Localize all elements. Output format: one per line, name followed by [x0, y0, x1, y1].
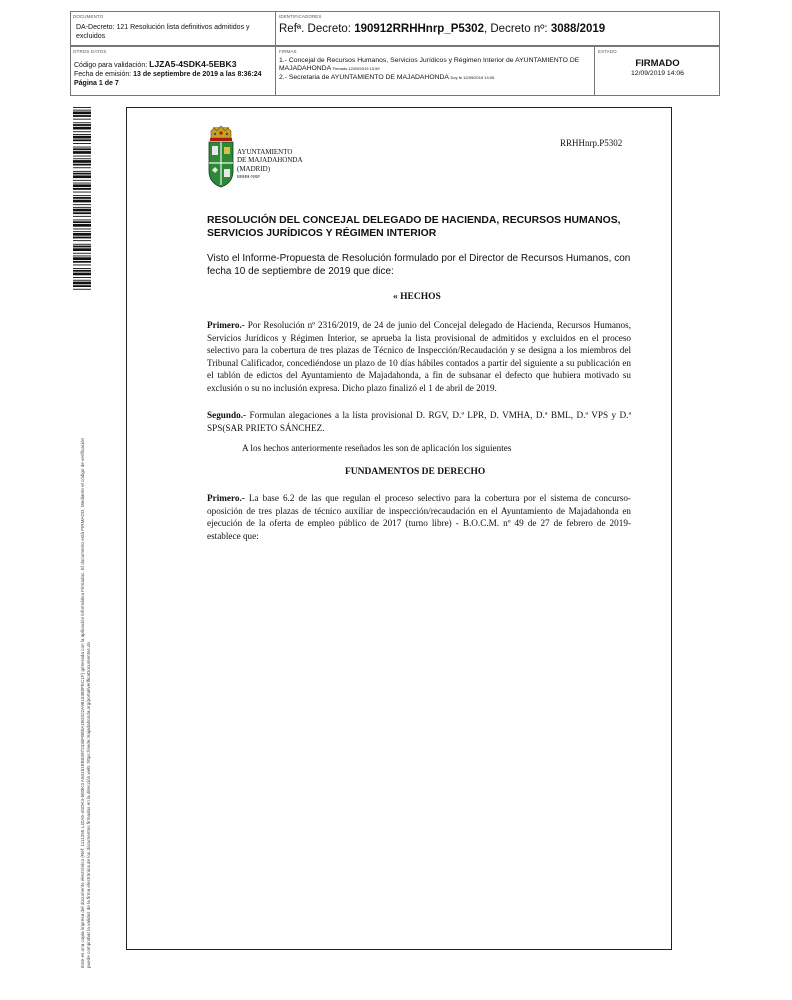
- barcode-bar: [73, 233, 91, 236]
- barcode-bar: [73, 180, 91, 181]
- decreto-number: 3088/2019: [550, 23, 606, 35]
- barcode-bar: [73, 207, 91, 208]
- firma-1-text: 1.- Concejal de Recursos Humanos, Servicios Jurídicos y Régimen Interior de AYUNTAMIENTO DE MAJADAHONDA: [279, 57, 580, 72]
- barcode-bar: [73, 131, 91, 132]
- barcode-bar: [73, 112, 91, 115]
- firma-2-date: Doy fe 12/09/2019 14:06: [450, 75, 495, 80]
- firma-1-date: Firmado 12/09/2019 13:59: [332, 66, 380, 71]
- pagina-info: Página 1 de 7: [74, 80, 119, 87]
- barcode-bar: [73, 270, 91, 272]
- side-text-line-1: Este es una copia impresa del documento electrónico (Ref: 1111255 LJZA5-4SDK4-5EBK3 A94181EB53972430FB80A1B2022A9815380FEC1F) generada con la aplicación informática Firmadoc. El documento está FIRMADO. Mediante el código de verificación: [80, 437, 85, 968]
- header-row-top: [70, 11, 720, 46]
- barcode-bar: [73, 253, 91, 254]
- barcode-bar: [73, 268, 91, 269]
- documento-label: DOCUMENTO: [73, 14, 104, 19]
- barcode-bar: [73, 273, 91, 276]
- firmas-label: FIRMAS: [279, 49, 297, 54]
- hechos-primero-text: Por Resolución nº 2316/2019, de 24 de junio del Concejal delegado de Hacienda, Recursos Humanos, Servicios Jurídicos y Régimen Interior, se aprueba la lista provisional de admitidos y excluidos en el proceso selectivo para la cobertura de tres plazas de Técnico de Inspección/Recaudación y se designa a los miembros del Tribunal Calificador, concediéndose un plazo de 10 días hábiles contados a partir del siguiente a su publicación en el tablón de edictos del Ayuntamiento de Majadahonda, a fin de subsanar el defecto que hubiera motivado su exclusión o su no inclusión expresa. Dicho plazo finalizó el 1 de abril de 2019.: [207, 320, 631, 393]
- barcode-bar: [73, 175, 91, 178]
- barcode-bar: [73, 257, 91, 260]
- barcode-bar: [73, 192, 91, 193]
- barcode-bar: [73, 184, 91, 187]
- barcode-bar: [73, 261, 91, 263]
- hechos-segundo-paragraph: [207, 409, 631, 434]
- firma-1: [279, 57, 601, 73]
- barcode-bar: [73, 139, 91, 141]
- resolution-title: RESOLUCIÓN DEL CONCEJAL DELEGADO DE HACIENDA, RECURSOS HUMANOS, SERVICIOS JURÍDICOS Y RÉGIMEN INTERIOR: [207, 215, 621, 239]
- fundamentos-primero-text: La base 6.2 de las que regulan el proceso selectivo para la cobertura por el sistema de concurso-oposición de tres plazas de técnico auxiliar de inspección/recaudación en el Ayuntamiento de Majadahonda en ejecución de la oferta de empleo público de 2017 (turno libre) - B.O.C.M. nº 49 de 27 de febrero de 2019- establece que:: [207, 493, 631, 541]
- barcode-bar: [73, 256, 91, 257]
- fecha-value: 13 de septiembre de 2019 a las 8:36:24: [133, 71, 262, 78]
- barcode-bar: [73, 246, 91, 248]
- letterhead-line-2: DE MAJADAHONDA: [237, 156, 303, 165]
- identificadores-label: IDENTIFICADORES: [279, 14, 322, 19]
- estado-label: ESTADO: [598, 49, 617, 54]
- fundamentos-heading: FUNDAMENTOS DE DERECHO: [345, 467, 486, 477]
- barcode-bar: [73, 209, 91, 212]
- barcode-bar: [73, 147, 91, 148]
- barcode-bar: [73, 151, 91, 154]
- fundamentos-primero-paragraph: [207, 492, 631, 542]
- barcode-bar: [73, 240, 91, 241]
- barcode-bar: [73, 173, 91, 175]
- intro-paragraph: Visto el Informe-Propuesta de Resolución formulado por el Director de Recursos Humanos, con fecha 10 de septiembre de 2019 que dice:: [207, 253, 631, 277]
- barcode-bar: [73, 200, 91, 203]
- codigo-prefix: Código para validación:: [74, 62, 150, 69]
- document-reference: RRHHnrp.P5302: [560, 138, 623, 148]
- barcode-bar: [73, 244, 91, 245]
- hechos-primero-paragraph: [207, 319, 631, 395]
- barcode-bar: [73, 171, 91, 172]
- estado-value: FIRMADO: [635, 58, 680, 69]
- municipality-name: [237, 148, 303, 181]
- letterhead-line-4: RRHH-NRP: [237, 173, 260, 179]
- barcode-bar: [73, 160, 91, 163]
- fundamentos-primero-label: Primero.-: [207, 493, 245, 503]
- hechos-heading: « HECHOS: [393, 292, 441, 302]
- barcode-bar: [73, 156, 91, 157]
- verification-side-text: [80, 278, 92, 968]
- firma-2: [279, 74, 601, 83]
- header-row-bottom: [70, 46, 720, 96]
- barcode-bar: [73, 164, 91, 166]
- barcode-bar: [73, 212, 91, 214]
- barcode-bar: [73, 229, 91, 230]
- hechos-segundo-text: Formulan alegaciones a la lista provisional D. RGV, D.ª LPR, D. VMHA, D.ª BML, D.ª VPS y D.ª SPS(SAR PRIETO SÁNCHEZ.: [207, 410, 631, 433]
- barcode-bar: [73, 221, 91, 223]
- hechos-aplicacion-text: A los hechos anteriormente reseñados les son de aplicación los siguientes: [242, 443, 512, 453]
- barcode-bar: [73, 188, 91, 190]
- hechos-segundo-label: Segundo.-: [207, 410, 247, 420]
- barcode-bar: [73, 237, 91, 239]
- decreto-reference: [279, 23, 605, 35]
- decreto-prefix: , Decreto nº:: [483, 23, 551, 35]
- barcode-bar: [73, 204, 91, 205]
- codigo-value: LJZA5-4SDK4-5EBK3: [149, 59, 237, 69]
- otros-datos-label: OTROS DATOS: [73, 49, 107, 54]
- barcode-bar: [73, 231, 91, 232]
- side-text-line-2: puede comprobar la validez de la firma electrónica de los documentos firmados en la dirección web: https://sede.majadahonda.org/portal/verificaDocumentos.do: [86, 641, 91, 968]
- header-divider: [275, 12, 276, 45]
- fecha-prefix: Fecha de emisión:: [74, 71, 134, 78]
- ref-code: 190912RRHHnrp_P5302: [354, 23, 484, 35]
- barcode-bar: [73, 197, 91, 199]
- hechos-primero-label: Primero.-: [207, 320, 245, 330]
- barcode-bar: [73, 195, 91, 196]
- barcode-bar: [73, 224, 91, 227]
- barcode-bar: [73, 183, 91, 184]
- codigo-validacion: [74, 60, 237, 71]
- letterhead-line-1: AYUNTAMIENTO: [237, 148, 293, 156]
- barcode-bar: [73, 136, 91, 139]
- barcode-bar: [73, 127, 91, 130]
- barcode-bar: [73, 122, 91, 123]
- barcode-bar: [73, 143, 91, 144]
- barcode: [73, 107, 91, 290]
- ref-prefix: Refª. Decreto:: [279, 23, 355, 35]
- estado-date: 12/09/2019 14:06: [631, 70, 684, 77]
- barcode-bar: [73, 220, 91, 221]
- barcode-bar: [73, 148, 91, 150]
- documento-value: DA-Decreto: 121 Resolución lista definitivos admitidos y excluidos: [76, 24, 250, 40]
- barcode-bar: [73, 134, 91, 135]
- header-divider: [275, 47, 276, 95]
- barcode-bar: [73, 216, 91, 217]
- barcode-bar: [73, 158, 91, 159]
- barcode-bar: [73, 107, 91, 108]
- barcode-bar: [73, 248, 91, 251]
- barcode-bar: [73, 119, 91, 120]
- fecha-emision: [74, 71, 262, 80]
- barcode-bar: [73, 265, 91, 266]
- barcode-bar: [73, 115, 91, 117]
- coat-of-arms-icon: [204, 125, 238, 189]
- letterhead-line-3: (MADRID): [237, 164, 271, 173]
- barcode-bar: [73, 124, 91, 126]
- firma-2-text: 2.- Secretaria de AYUNTAMIENTO DE MAJADAHONDA: [279, 74, 449, 81]
- barcode-bar: [73, 167, 91, 168]
- barcode-bar: [73, 110, 91, 111]
